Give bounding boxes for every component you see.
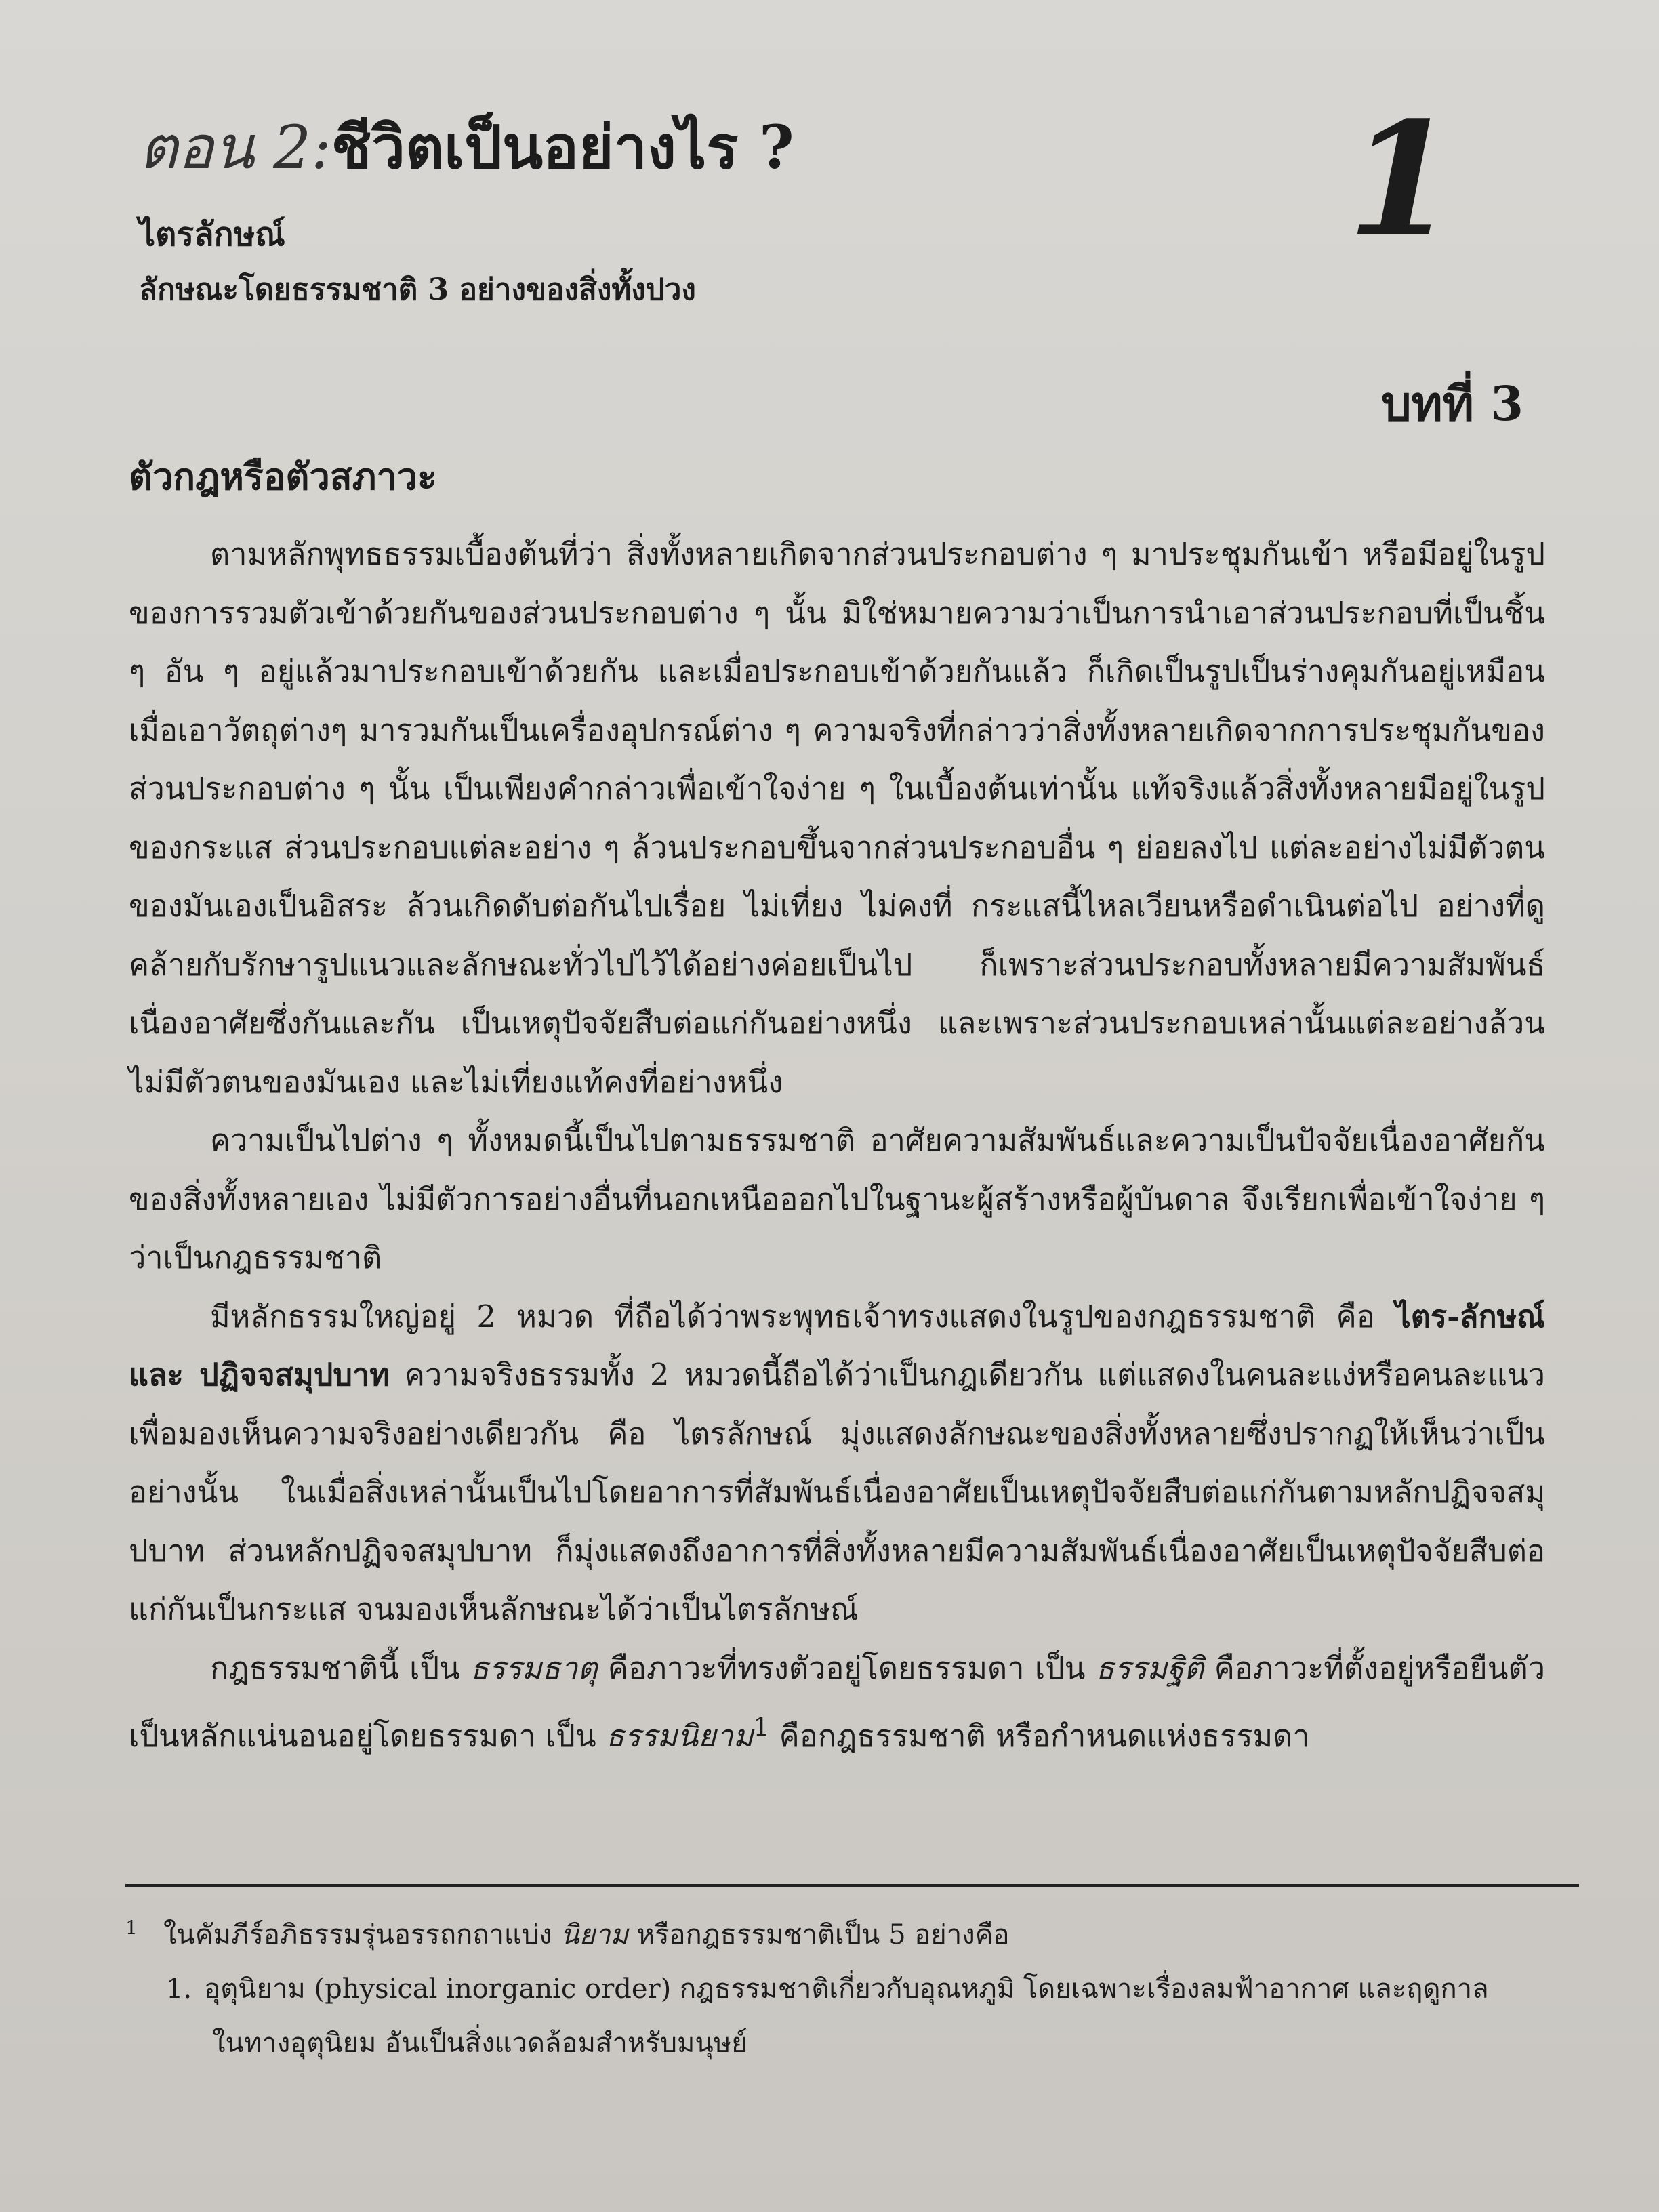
part-title — [139, 112, 794, 184]
footnotes — [125, 1908, 1579, 2070]
paragraph-4 — [129, 1639, 1545, 1766]
footnote-term-niyama: นิยาม — [560, 1919, 628, 1950]
subtitle: ไตรลักษณ์ — [139, 216, 285, 253]
paragraph-4-text-a: กฎธรรมชาตินี้ เป็น — [210, 1650, 471, 1686]
paragraph-4-text-b: คือภาวะที่ทรงตัวอยู่โดยธรรมดา เป็น — [597, 1650, 1096, 1686]
paragraph-3-and: และ — [129, 1357, 200, 1393]
term-dhammathiti: ธรรมฐิติ — [1095, 1650, 1204, 1686]
part-title-text: ชีวิตเป็นอย่างไร ? — [331, 112, 794, 182]
paragraph-3-text-d: ความจริงธรรมทั้ง 2 หมวดนี้ถือได้ว่าเป็นกฎเดียวกัน แต่แสดงในคนละแง่หรือคนละแนว เพื่อมองเห็นความจริงอย่างเดียวกัน คือ ไตรลักษณ์ มุ่งแสดงลักษณะของสิ่งทั้งหลายซึ่งปรากฏให้เห็นว่าเป็นอย่างนั้น ในเมื่อสิ่งเหล่านั้นเป็นไปโดยอาการที่สัมพันธ์เนื่องอาศัยเป็นเหตุปัจจัยสืบต่อแก่กันตามหลักปฏิจจสมุปบาท ส่วนหลักปฏิจจสมุปบาท ก็มุ่งแสดงถึงอาการที่สิ่งทั้งหลายมีความสัมพันธ์เนื่องอาศัยเป็นเหตุปัจจัยสืบต่อแก่กันเป็นกระแส จนมองเห็นลักษณะได้ว่าเป็นไตรลักษณ์ — [129, 1357, 1546, 1627]
footnote-intro: 1 ในคัมภีร์อภิธรรมรุ่นอรรถกถาแบ่ง นิยาม หรือกฎธรรมชาติเป็น 5 อย่างคือ — [125, 1916, 1010, 1950]
part-number: 1 — [1347, 88, 1456, 271]
part-prefix: ตอน 2: — [139, 112, 331, 182]
paragraph-4-text-c: คือภาวะที่ตั้งอยู่หรือยืนตัวเป็นหลักแน่นอนอยู่โดยธรรมดา เป็น — [129, 1650, 1545, 1754]
chapter-label: บทที่ 3 — [1381, 375, 1523, 432]
term-dhammadhatu: ธรรมธาตุ — [470, 1650, 598, 1686]
footnote-item-1-text: อุตุนิยาม (physical inorganic order) กฎธรรมชาติเกี่ยวกับอุณหภูมิ โดยเฉพาะเรื่องลมฟ้าอากาศ และฤดูกาล — [204, 1973, 1489, 2005]
section-heading: ตัวกฎหรือตัวสภาวะ — [129, 455, 437, 498]
paragraph-2: ความเป็นไปต่าง ๆ ทั้งหมดนี้เป็นไปตามธรรมชาติ อาศัยความสัมพันธ์และความเป็นปัจจัยเนื่องอาศัยกันของสิ่งทั้งหลายเอง ไม่มีตัวการอย่างอื่นที่นอกเหนือออกไปในฐานะผู้สร้างหรือผู้บันดาล จึงเรียกเพื่อเข้าใจง่าย ๆ ว่าเป็นกฎธรรมชาติ — [129, 1122, 1545, 1275]
footnote-item-1-number: 1. — [166, 1973, 192, 2005]
body-text — [129, 525, 1545, 1766]
term-dhammaniyama: ธรรมนิยาม — [605, 1718, 754, 1754]
term-trilakshana: ไตร-ลักษณ์ — [1395, 1298, 1545, 1334]
paragraph-3-text-a: มีหลักธรรมใหญ่อยู่ 2 หมวด ที่ถือได้ว่าพระพุทธเจ้าทรงแสดงในรูปของกฎธรรมชาติ คือ — [210, 1298, 1396, 1334]
footnote-reference: 1 — [753, 1712, 770, 1742]
footnote-item-1 — [125, 1962, 1579, 2016]
paragraph-3 — [129, 1288, 1545, 1639]
footnote-item-1-continuation: ในทางอุตุนิยม อันเป็นสิ่งแวดล้อมสำหรับมนุษย์ — [212, 2028, 747, 2059]
term-paticcasamuppada: ปฏิจจสมุปบาท — [199, 1357, 390, 1393]
subtitle-description: ลักษณะโดยธรรมชาติ 3 อย่างของสิ่งทั้งปวง — [139, 272, 696, 307]
paragraph-1: ตามหลักพุทธธรรมเบื้องต้นที่ว่า สิ่งทั้งหลายเกิดจากส่วนประกอบต่าง ๆ มาประชุมกันเข้า หรือมีอยู่ในรูปของการรวมตัวเข้าด้วยกันของส่วนประกอบต่าง ๆ นั้น มิใช่หมายความว่าเป็นการนำเอาส่วนประกอบที่เป็นชิ้น ๆ อัน ๆ อยู่แล้วมาประกอบเข้าด้วยกัน และเมื่อประกอบเข้าด้วยกันแล้ว ก็เกิดเป็นรูปเป็นร่างคุมกันอยู่เหมือนเมื่อเอาวัตถุต่างๆ มารวมกันเป็นเครื่องอุปกรณ์ต่าง ๆ ความจริงที่กล่าวว่าสิ่งทั้งหลายเกิดจากการประชุมกันของส่วนประกอบต่าง ๆ นั้น เป็นเพียงคำกล่าวเพื่อเข้าใจง่าย ๆ ในเบื้องต้นเท่านั้น แท้จริงแล้วสิ่งทั้งหลายมีอยู่ในรูปของกระแส ส่วนประกอบแต่ละอย่าง ๆ ล้วนประกอบขึ้นจากส่วนประกอบอื่น ๆ ย่อยลงไป แต่ละอย่างไม่มีตัวตนของมันเองเป็นอิสระ ล้วนเกิดดับต่อกันไปเรื่อย ไม่เที่ยง ไม่คงที่ กระแสนี้ไหลเวียนหรือดำเนินต่อไป อย่างที่ดูคล้ายกับรักษารูปแนวและลักษณะทั่วไปไว้ได้อย่างค่อยเป็นไป ก็เพราะส่วนประกอบทั้งหลายมีความสัมพันธ์เนื่องอาศัยซึ่งกันและกัน เป็นเหตุปัจจัยสืบต่อแก่กันอย่างหนึ่ง และเพราะส่วนประกอบเหล่านั้นแต่ละอย่างล้วนไม่มีตัวตนของมันเอง และไม่เที่ยงแท้คงที่อย่างหนึ่ง — [129, 536, 1545, 1100]
footnote-divider — [125, 1884, 1579, 1887]
footnote-intro-b: หรือกฎธรรมชาติเป็น 5 อย่างคือ — [628, 1919, 1010, 1950]
footnote-intro-a: ในคัมภีร์อภิธรรมรุ่นอรรถกถาแบ่ง — [163, 1919, 561, 1950]
paragraph-4-text-d: คือกฎธรรมชาติ หรือกำหนดแห่งธรรมดา — [769, 1718, 1310, 1754]
